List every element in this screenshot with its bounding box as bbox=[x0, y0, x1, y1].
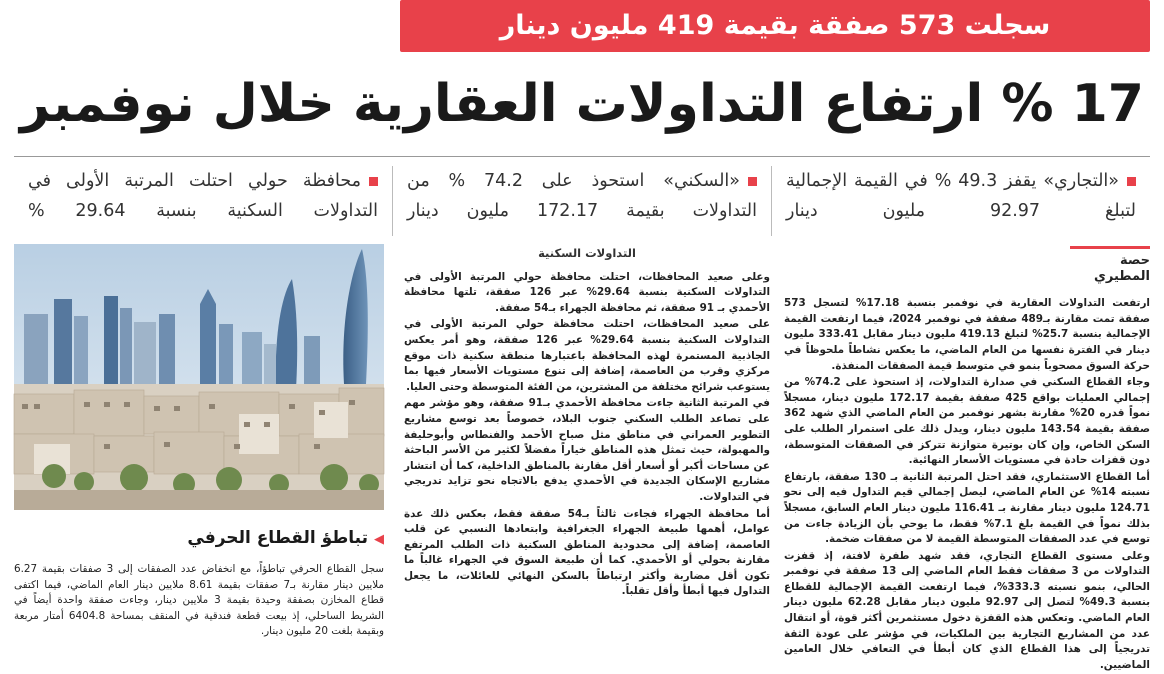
subhead-residential bbox=[392, 166, 771, 236]
paragraph: أما محافظة الجهراء فجاءت ثالثاً بـ54 صفقة فقط، بعكس ذلك عدة عوامل، أهمها طبيعة الجهراء الجغرافية وابتعادها النسبي عن قلب العاصمة، إضافة إلى محدودية المناطق السكنية ذات الطلب المرتفع مقارنة بحولي أو الأحمدي. كما أن طبيعة السوق في الجهراء غالباً ما تكون أقل مضاربة وأكثر ارتباطاً بالسكن النهائي للعائلات، ما يجعل التداول فيها أبطأ وأقل تقلباً. bbox=[404, 507, 770, 598]
subheads bbox=[14, 166, 1150, 236]
article-column-right bbox=[784, 246, 1150, 674]
paragraph: على صعيد المحافظات، احتلت محافظة حولي المرتبة الأولى في التداولات السكنية بنسبة 29.64% عبر 126 صفقة، وهو أمر يعكس الجاذبية المستمرة لهذه المحافظة باعتبارها منطقة سكنية ذات موقع مركزي وقرب من العاصمة، إضافة إلى تنوع مستويات الأسعار فيها بما يستوعب شرائح مختلفة من المشترين، من الفئة المتوسطة وحتى العليا. bbox=[404, 318, 770, 393]
kicker-banner: سجلت 573 صفقة بقيمة 419 مليون دينار bbox=[400, 0, 1150, 52]
article-column-left bbox=[14, 562, 384, 641]
headline-divider bbox=[14, 156, 1150, 157]
subhead-commercial bbox=[771, 166, 1150, 236]
subhead-text: محافظة حولي احتلت المرتبة الأولى في التداولات السكنية بنسبة 29.64 % bbox=[28, 171, 378, 221]
headline: 17 % ارتفاع التداولات العقارية خلال نوفمبر bbox=[20, 74, 1144, 134]
byline: حصة المطيري bbox=[1070, 246, 1150, 290]
bullet-square-icon bbox=[369, 177, 378, 186]
skyline-illustration bbox=[14, 244, 384, 510]
bullet-square-icon bbox=[1127, 177, 1136, 186]
left-section-title-text: تباطؤ القطاع الحرفي bbox=[187, 528, 368, 548]
article-column-middle bbox=[404, 246, 770, 601]
paragraph: في المرتبة الثانية جاءت محافظة الأحمدي بـ91 صفقة، وهو مؤشر مهم على تصاعد الطلب السكني جنوب البلاد، خصوصاً بعد توسع مشاريع التطوير العمراني في مناطق مثل صباح الأحمد والفنطاس وأبوحليفة والمهبولة، حيث تمثل هذه المناطق خياراً مفضلاً لكثير من الأسر الباحثة عن مساحات أكبر أو أسعار أقل مقارنة بالمناطق الداخلية، كما أن انتشار مشاريع الإسكان الجديدة في الأحمدي يدفع بالاتجاه نحو تزايد تدريجي في التداولات. bbox=[404, 397, 770, 503]
triangle-marker-icon: ◀ bbox=[374, 532, 384, 547]
section-title: التداولات السكنية bbox=[538, 246, 636, 260]
paragraph: وعلى صعيد المحافظات، احتلت محافظة حولي المرتبة الأولى في التداولات السكنية بنسبة 29.64% عبر 126 صفقة، تلتها محافظة الأحمدي بـ 91 صفقة، ثم محافظة الجهراء بـ54 صفقة. bbox=[404, 270, 771, 314]
paragraph: سجل القطاع الحرفي تباطؤاً، مع انخفاض عدد الصفقات إلى 3 صفقات بقيمة 6.27 ملايين دينار مقارنة بـ7 صفقات بقيمة 8.61 ملايين دينار العام الماضي، فيما اكتفى قطاع المخازن بصفقة وحيدة بقيمة 3 ملايين دينار، وجاءت صفقة واحدة أيضاً في الشريط الساحلي، إذ بيعت قطعة فندقية في المنقف بمساحة 6404.8 أمتار مربعة وبقيمة بلغت 20 مليون دينار. bbox=[14, 563, 385, 638]
city-skyline-photo bbox=[14, 244, 384, 510]
paragraph: وجاء القطاع السكني في صدارة التداولات، إذ استحوذ على 74.2% من إجمالي العمليات بواقع 425 صفقة بقيمة 172.17 مليون دينار، مسجلاً نمواً قدره 20% مقارنة بشهر نوفمبر من العام الماضي الذي شهد 362 صفقة بقيمة 143.54 مليون دينار، ويدل ذلك على استمرار الطلب على السكن الخاص، وإن كان بوتيرة متوازنة تتركز في الصفقات المتوسطة، دون قفزات حادة في مستويات الأسعار النهائية. bbox=[784, 376, 1150, 467]
bullet-square-icon bbox=[748, 177, 757, 186]
subhead-text: «التجاري» يقفز 49.3 % في القيمة الإجمالية لتبلغ 92.97 مليون دينار bbox=[786, 171, 1136, 221]
subhead-text: «السكني» استحوذ على 74.2 % من التداولات بقيمة 172.17 مليون دينار bbox=[407, 171, 757, 221]
paragraph: ارتفعت التداولات العقارية في نوفمبر بنسبة 17.18% لتسجل 573 صفقة تمت مقارنة بـ489 صفقة في نوفمبر 2024، فيما ارتفعت القيمة الإجمالية بنسبة 25.7% لتبلغ 419.13 مليون دينار مقابل 333.41 مليون دينار في الفترة نفسها من العام الماضي، ما يعكس نشاطاً ملحوظاً في حركة السوق مصحوباً بنمو في متوسط قيمة الصفقات المنفذة. bbox=[784, 297, 1151, 372]
paragraph: أما القطاع الاستثماري، فقد احتل المرتبة الثانية بـ 130 صفقة، بارتفاع نسبته 14% عن العام الماضي، ليصل إجمالي قيم التداول فيه إلى نحو 124.71 مليون دينار مقارنة بـ 116.41 مليون دينار العام السابق، مسجلاً بذلك نمواً في القيمة بلغ 7.1% فقط، ما يوحي بأن الزيادة جاءت من توسع في عدد الصفقات المتوسطة القيمة لا من صفقات ضخمة. bbox=[784, 470, 1150, 546]
left-section-title bbox=[14, 528, 384, 548]
subhead-hawalli bbox=[14, 166, 392, 236]
paragraph: وعلى مستوى القطاع التجاري، فقد شهد طفرة لافتة، إذ قفزت التداولات من 3 صفقات فقط العام الماضي إلى 13 صفقة في نوفمبر الحالي، بنمو نسبته 333.3%، فيما ارتفعت القيمة الإجمالية للقطاع بنسبة 49.3% لتصل إلى 92.97 مليون دينار مقابل 62.28 مليون دينار العام الماضي. وتعكس هذه القفزة دخول مستثمرين أكثر قوة، أو انتقال عدد من المشاريع التجارية بين الملكيات، في مؤشر على عودة الثقة تدريجياً إلى هذا القطاع الذي كان أبطأ في التعافي خلال العامين الماضيين. bbox=[784, 549, 1150, 671]
